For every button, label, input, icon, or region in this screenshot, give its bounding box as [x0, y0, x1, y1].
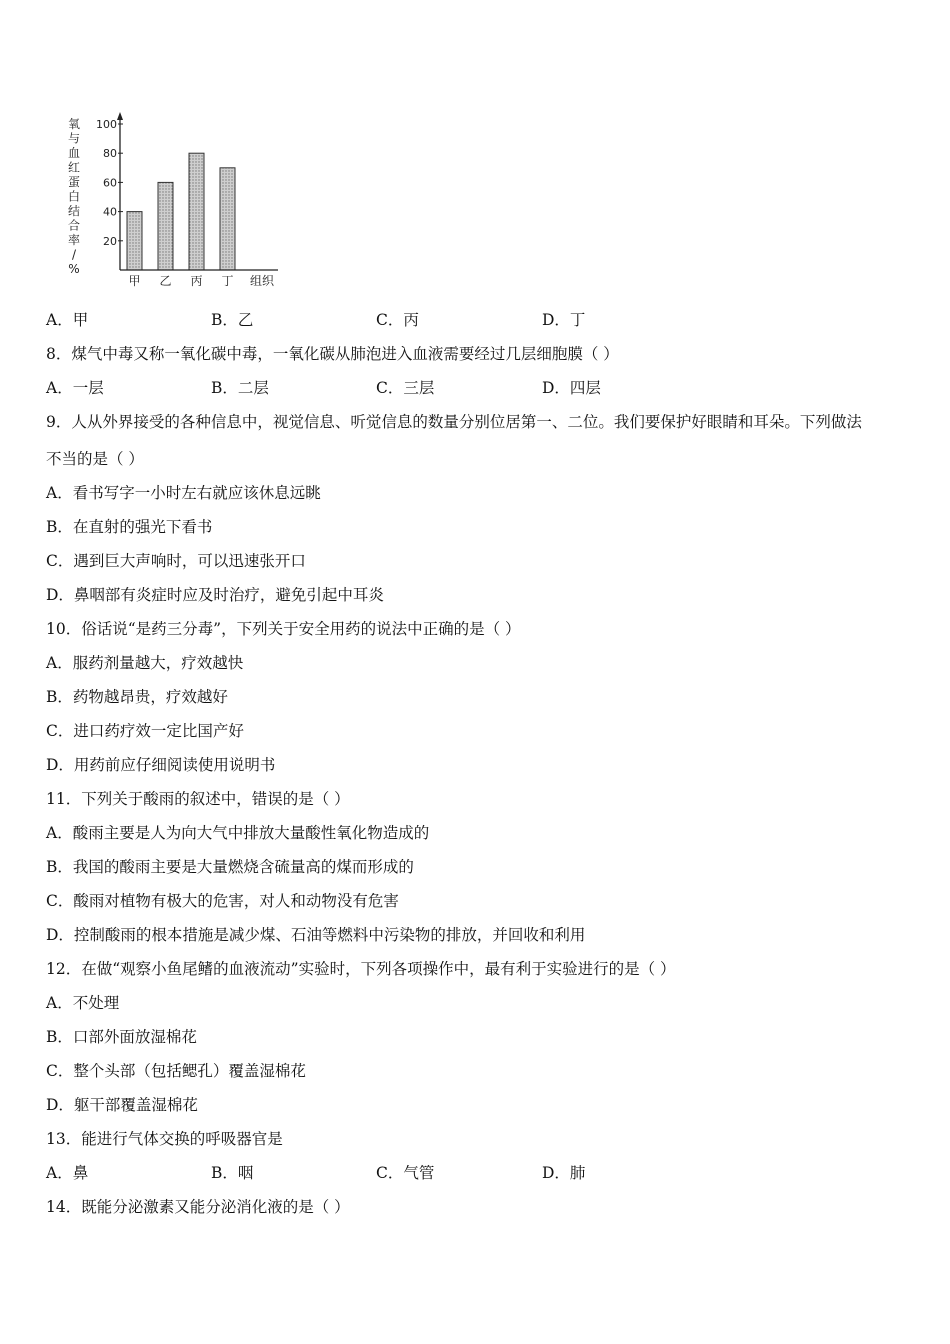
q11-option-c[interactable]: C．酸雨对植物有极大的危害，对人和动物没有危害	[46, 892, 399, 910]
x-category-label: 乙	[159, 274, 172, 288]
y-axis-arrow	[117, 112, 123, 120]
bar-丙	[189, 153, 204, 270]
q13-option-b[interactable]: B．咽	[211, 1164, 254, 1182]
x-axis-label: 组织	[250, 274, 275, 288]
q10-option-b[interactable]: B．药物越昂贵，疗效越好	[46, 688, 228, 706]
y-tick-label: 100	[96, 118, 117, 131]
y-tick-label: 40	[103, 205, 117, 219]
q7-option-a[interactable]: A．甲	[46, 311, 89, 329]
y-axis-label-char: 与	[67, 131, 81, 146]
bar-丁	[220, 168, 235, 270]
bar-甲	[127, 212, 142, 270]
y-tick-label: 80	[103, 147, 117, 161]
q9-stem-line1: 9．人从外界接受的各种信息中，视觉信息、听觉信息的数量分别位居第一、二位。我们要保护好眼睛和耳朵。下列做法	[46, 413, 862, 431]
q13-option-c[interactable]: C．气管	[376, 1164, 435, 1182]
q7-option-b[interactable]: B．乙	[211, 311, 254, 329]
y-axis-label-char: /	[71, 247, 77, 262]
q8-option-d[interactable]: D．四层	[542, 379, 601, 397]
q12-option-d[interactable]: D．躯干部覆盖湿棉花	[46, 1096, 198, 1114]
y-axis-ticks	[96, 118, 123, 248]
y-axis-label-char: 率	[67, 233, 81, 247]
q8-option-a[interactable]: A．一层	[46, 379, 104, 397]
q13-stem: 13．能进行气体交换的呼吸器官是	[46, 1130, 283, 1148]
oxygen-binding-bar-chart	[60, 110, 290, 295]
y-axis-label-char: 结	[67, 204, 81, 218]
q12-stem: 12．在做“观察小鱼尾鳍的血液流动”实验时，下列各项操作中，最有利于实验进行的是（ ）	[46, 960, 676, 978]
q12-option-b[interactable]: B．口部外面放湿棉花	[46, 1028, 197, 1046]
y-axis-label-char: 蛋	[67, 175, 81, 189]
q8-option-b[interactable]: B．二层	[211, 379, 269, 397]
q9-stem-line2: 不当的是（ ）	[46, 450, 144, 468]
x-category-label: 甲	[128, 274, 141, 288]
bars	[127, 153, 235, 270]
y-axis-label-char: 白	[67, 189, 81, 204]
q14-stem: 14．既能分泌激素又能分泌消化液的是（ ）	[46, 1198, 350, 1216]
q9-option-b[interactable]: B．在直射的强光下看书	[46, 518, 213, 536]
bar-乙	[158, 182, 173, 270]
q10-option-c[interactable]: C．进口药疗效一定比国产好	[46, 722, 244, 740]
y-axis-label	[68, 117, 80, 276]
x-axis-categories	[128, 274, 233, 288]
y-axis-label-char: 血	[67, 146, 81, 160]
y-axis-label-char: %	[68, 262, 80, 276]
y-axis-label-char: 红	[67, 160, 81, 175]
q8-stem: 8．煤气中毒又称一氧化碳中毒，一氧化碳从肺泡进入血液需要经过几层细胞膜（ ）	[46, 345, 619, 363]
q7-option-c[interactable]: C．丙	[376, 311, 419, 329]
q13-option-a[interactable]: A．鼻	[46, 1164, 89, 1182]
q10-stem: 10．俗话说“是药三分毒”，下列关于安全用药的说法中正确的是（ ）	[46, 620, 521, 638]
q9-option-c[interactable]: C．遇到巨大声响时，可以迅速张开口	[46, 552, 306, 570]
q10-option-d[interactable]: D．用药前应仔细阅读使用说明书	[46, 756, 276, 774]
y-axis-label-char: 氧	[67, 117, 81, 131]
q9-option-a[interactable]: A．看书写字一小时左右就应该休息远眺	[46, 484, 321, 502]
q11-option-b[interactable]: B．我国的酸雨主要是大量燃烧含硫量高的煤而形成的	[46, 858, 414, 876]
y-tick-label: 20	[103, 234, 117, 248]
q10-option-a[interactable]: A．服药剂量越大，疗效越快	[46, 654, 244, 672]
q11-option-a[interactable]: A．酸雨主要是人为向大气中排放大量酸性氧化物造成的	[46, 824, 430, 842]
y-tick-label: 60	[103, 176, 117, 190]
x-category-label: 丁	[221, 274, 234, 288]
q11-option-d[interactable]: D．控制酸雨的根本措施是减少煤、石油等燃料中污染物的排放，并回收和利用	[46, 926, 586, 944]
q12-option-a[interactable]: A．不处理	[46, 994, 120, 1012]
q11-stem: 11．下列关于酸雨的叙述中，错误的是（ ）	[46, 790, 350, 808]
q7-option-d[interactable]: D．丁	[542, 311, 586, 329]
q12-option-c[interactable]: C．整个头部（包括鳃孔）覆盖湿棉花	[46, 1062, 306, 1080]
q9-option-d[interactable]: D．鼻咽部有炎症时应及时治疗，避免引起中耳炎	[46, 586, 384, 604]
y-axis-label-char: 合	[67, 218, 81, 233]
x-category-label: 丙	[190, 274, 203, 288]
q8-option-c[interactable]: C．三层	[376, 379, 435, 397]
q13-option-d[interactable]: D．肺	[542, 1164, 586, 1182]
